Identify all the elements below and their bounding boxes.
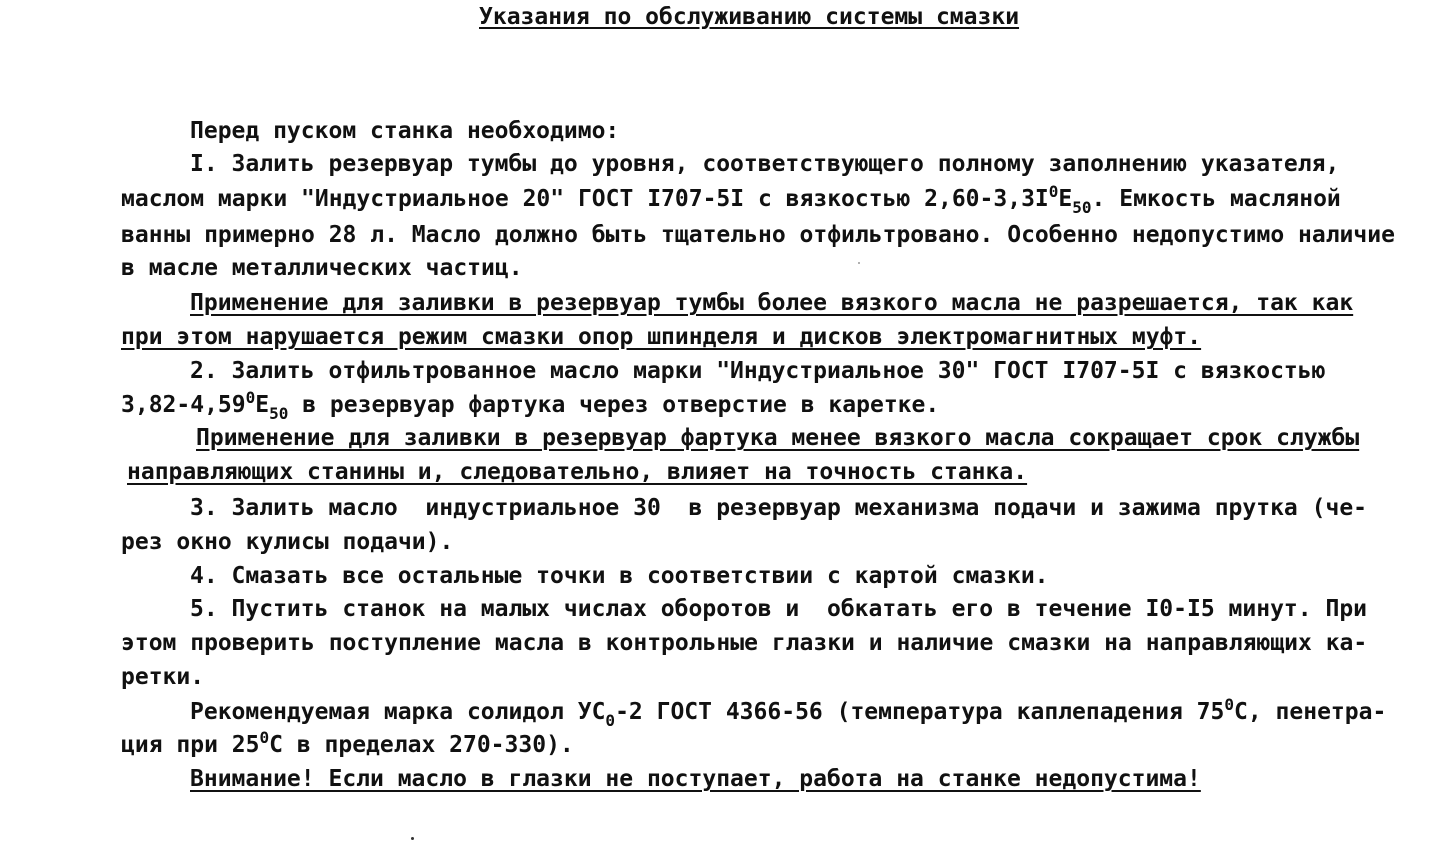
intro-text: Перед пуском станка необходимо: xyxy=(190,118,620,144)
item1-line4: в масле металлических частиц. xyxy=(121,255,523,281)
item2-warning-line1: Применение для заливки в резервуар фартука менее вязкого масла сокращает срок службы xyxy=(196,425,1360,451)
item2-line1: 2. Залить отфильтрованное масло марки "Индустриальное 30" ГОСТ I707-5I с вязкостью xyxy=(190,358,1326,384)
item1-warning-line2: при этом нарушается режим смазки опор шпинделя и дисков электромагнитных муфт. xyxy=(121,324,1202,350)
paper-speck xyxy=(858,262,860,264)
item2-line2: $3,82-4,59^0Е_{50}$ в резервуар фартука через отверстие в каретке. xyxy=(121,388,940,423)
item5-line3: ретки. xyxy=(121,664,205,690)
item3-line2: рез окно кулисы подачи). xyxy=(121,529,454,555)
item5-line1: 5. Пустить станок на малых числах оборотов и обкатать его в течение I0-I5 минут. При xyxy=(190,596,1368,622)
item1-line3: ванны примерно 28 л. Масло должно быть тщательно отфильтровано. Особенно недопустимо наличие xyxy=(121,222,1395,248)
item1-line1: I. Залить резервуар тумбы до уровня, соответствующего полному заполнению указателя, xyxy=(190,151,1340,177)
item3-line1: 3. Залить масло индустриальное 30 в резервуар механизма подачи и зажима прутка (че- xyxy=(190,495,1368,521)
item1-warning-line1: Применение для заливки в резервуар тумбы более вязкого масла не разрешается, так как xyxy=(190,290,1354,316)
item5-line2: этом проверить поступление масла в контрольные глазки и наличие смазки на направляющих ка- xyxy=(121,630,1368,656)
recommend-line1: Рекомендуемая марка солидол $УС_0-2$ ГОСТ 4366-56 (температура каплепадения $75^0С$, пенетра- xyxy=(190,695,1387,730)
item1-line2: маслом марки "Индустриальное 20" ГОСТ I707-5I с вязкостью $2,60-3,3I^0Е_{50}$. Емкость масляной xyxy=(121,182,1341,217)
item4-line1: 4. Смазать все остальные точки в соответствии с картой смазки. xyxy=(190,563,1049,589)
document-title: Указания по обслуживанию системы смазки xyxy=(479,4,1020,30)
attention-warning: Внимание! Если масло в глазки не поступает, работа на станке недопустима! xyxy=(190,766,1201,792)
paper-speck xyxy=(411,837,414,840)
recommend-line2: ция при $25^0С$ в пределах 270-330). xyxy=(121,728,574,758)
item2-warning-line2: направляющих станины и, следовательно, влияет на точность станка. xyxy=(127,459,1028,485)
